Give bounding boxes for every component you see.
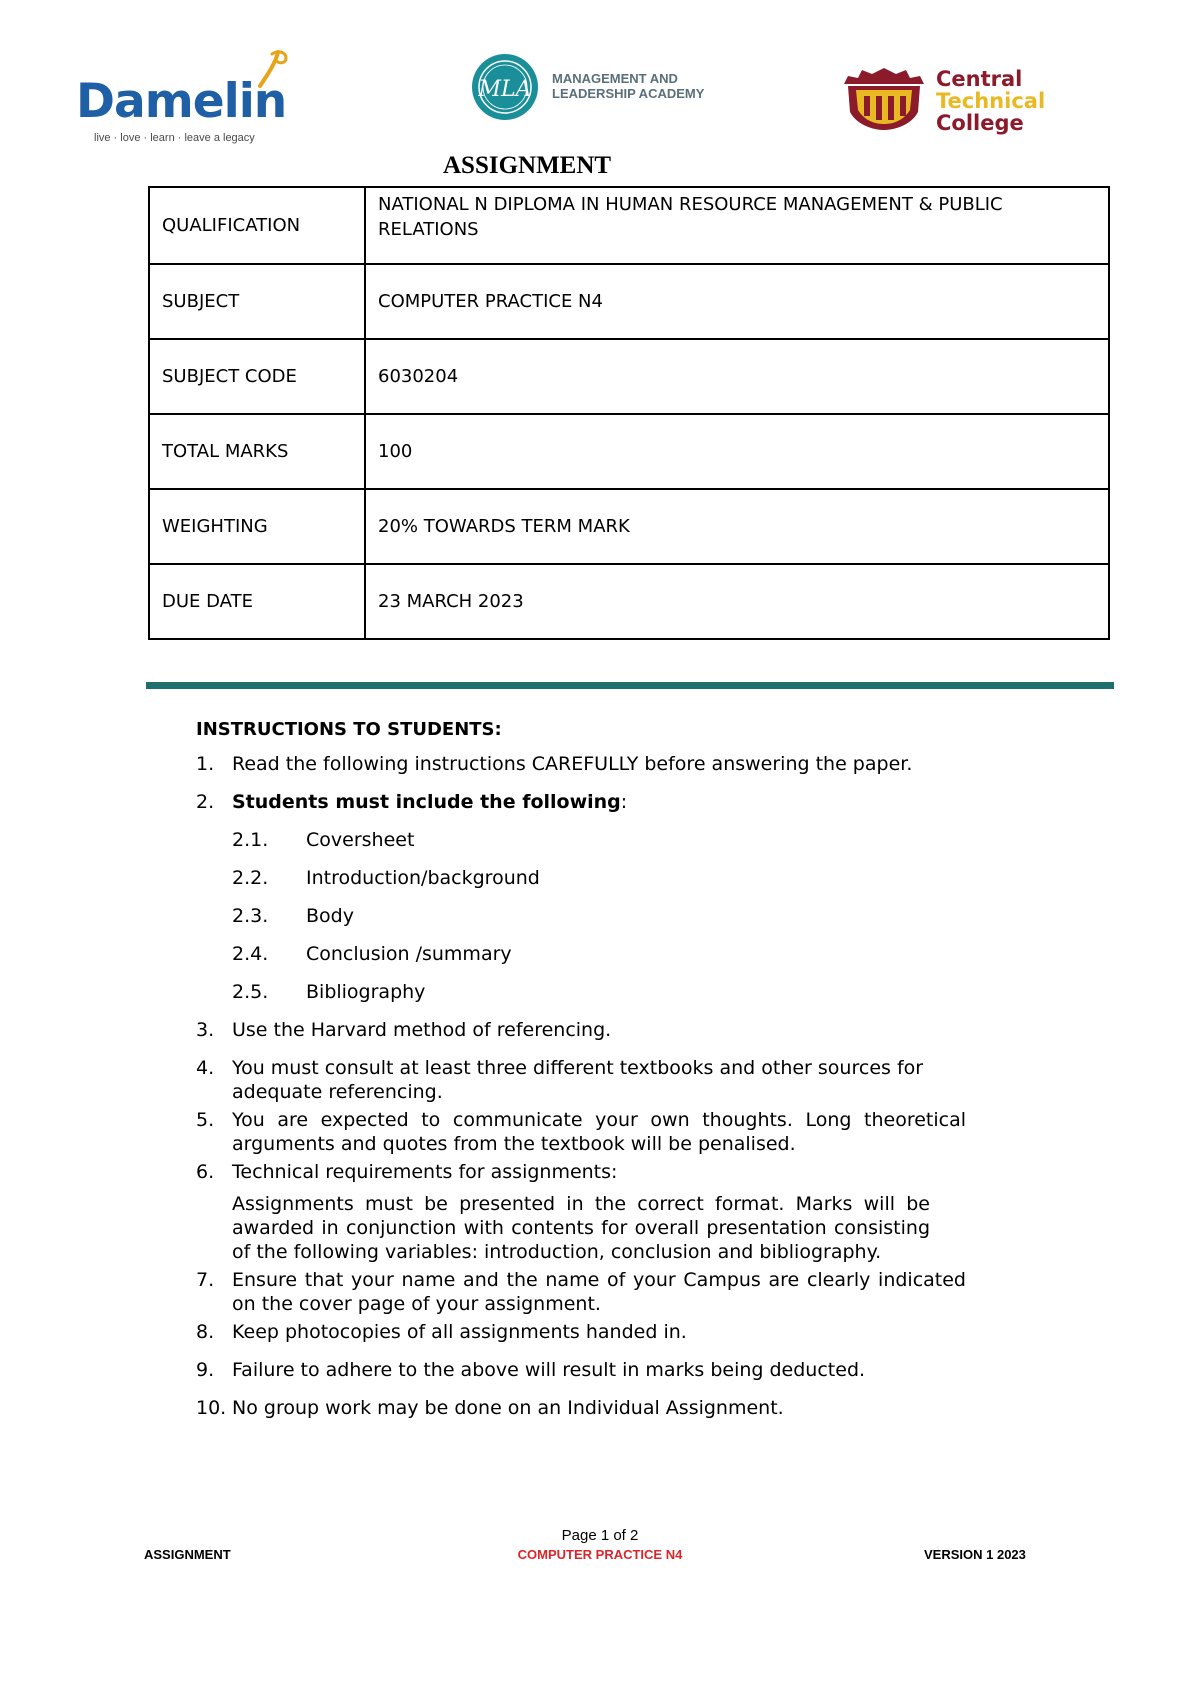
list-item (196, 1396, 966, 1420)
item-text: Ensure that your name and the name of your Campus are clearly indicated on the cover page of your assignment. (232, 1269, 966, 1315)
item-text: You must consult at least three different textbooks and other sources for adequate referencing. (232, 1057, 924, 1103)
item-number: 5. (196, 1109, 215, 1131)
ctc-wordmark (936, 68, 1045, 134)
list-item (196, 1358, 966, 1382)
item-number: 2. (196, 791, 215, 813)
item-text: No group work may be done on an Individual Assignment. (232, 1397, 784, 1419)
list-item (196, 1320, 966, 1344)
instructions-section (196, 718, 966, 1434)
instructions-heading: INSTRUCTIONS TO STUDENTS: (196, 719, 502, 740)
ctc-line3: College (936, 111, 1024, 135)
ctc-logo (840, 66, 1100, 138)
assignment-info-table (148, 186, 1110, 640)
gear-emblem-icon (840, 66, 928, 132)
item-text: Students must include the following (232, 791, 621, 813)
weighting-label: WEIGHTING (149, 489, 365, 564)
sub-item-text: Coversheet (306, 829, 415, 851)
section-divider (146, 682, 1114, 689)
mla-logo (470, 52, 720, 132)
item6-paragraph: Assignments must be presented in the correct format. Marks will be awarded in conjunction with contents for overall presentation consisting of the following variables: introduction, conclusion and bibliography. (232, 1193, 930, 1263)
table-row (149, 489, 1109, 564)
item-number: 9. (196, 1359, 215, 1381)
mla-line2: LEADERSHIP ACADEMY (552, 86, 705, 101)
qualification-value: NATIONAL N DIPLOMA IN HUMAN RESOURCE MANAGEMENT & PUBLIC RELATIONS (365, 187, 1109, 264)
qualification-label: QUALIFICATION (149, 187, 365, 264)
due-date-value: 23 MARCH 2023 (365, 564, 1109, 639)
sub-list-item (232, 904, 966, 928)
item-number: 8. (196, 1321, 215, 1343)
item-text: Read the following instructions CAREFULLY before answering the paper. (232, 753, 913, 775)
sub-item-text: Conclusion /summary (306, 943, 512, 965)
mla-seal-icon (470, 52, 540, 122)
list-item (196, 752, 966, 776)
sub-list-item (232, 980, 966, 1004)
ctc-line1: Central (936, 67, 1023, 91)
total-marks-value: 100 (365, 414, 1109, 489)
subject-code-label: SUBJECT CODE (149, 339, 365, 414)
item-number: 3. (196, 1019, 215, 1041)
footer-subject: COMPUTER PRACTICE N4 (517, 1547, 683, 1562)
sub-item-text: Bibliography (306, 981, 426, 1003)
mla-line1: MANAGEMENT AND (552, 71, 678, 86)
mla-text (552, 71, 704, 101)
item-text: You are expected to communicate your own thoughts. Long theoretical arguments and quotes from the textbook will be penalised. (232, 1109, 966, 1155)
list-item (196, 1108, 966, 1156)
list-item (196, 1018, 966, 1042)
sub-item-number: 2.5. (232, 981, 269, 1003)
list-item (196, 790, 966, 814)
sub-item-text: Body (306, 905, 354, 927)
sub-item-number: 2.2. (232, 867, 269, 889)
damelin-wordmark: Damelin (76, 74, 287, 129)
item-text: Failure to adhere to the above will result in marks being deducted. (232, 1359, 866, 1381)
list-item (196, 1160, 966, 1184)
table-row (149, 339, 1109, 414)
table-row (149, 264, 1109, 339)
list-item (196, 1268, 966, 1316)
sub-item-text: Introduction/background (306, 867, 540, 889)
item-text-wrapper (232, 790, 966, 814)
sub-item-number: 2.3. (232, 905, 269, 927)
footer-left-label: ASSIGNMENT (144, 1547, 231, 1562)
item-number: 6. (196, 1161, 215, 1183)
footer-version: VERSION 1 2023 (924, 1547, 1026, 1562)
item-suffix: : (620, 791, 628, 813)
subject-label: SUBJECT (149, 264, 365, 339)
table-row (149, 564, 1109, 639)
sub-item-number: 2.4. (232, 943, 269, 965)
damelin-logo (76, 48, 326, 148)
table-row (149, 414, 1109, 489)
item-text: Use the Harvard method of referencing. (232, 1019, 612, 1041)
item-text: Keep photocopies of all assignments handed in. (232, 1321, 687, 1343)
table-row (149, 187, 1109, 264)
damelin-tagline: live · love · learn · leave a legacy (94, 132, 255, 144)
mla-seal-letters: MLA (478, 77, 532, 102)
sub-item-number: 2.1. (232, 829, 269, 851)
sub-list-item (232, 866, 966, 890)
sub-list-item (232, 942, 966, 966)
due-date-label: DUE DATE (149, 564, 365, 639)
list-item (196, 1056, 966, 1104)
page-number: Page 1 of 2 (561, 1527, 639, 1544)
document-title: ASSIGNMENT (443, 152, 612, 179)
item-number: 4. (196, 1057, 215, 1079)
subject-value: COMPUTER PRACTICE N4 (365, 264, 1109, 339)
item-text: Technical requirements for assignments: (232, 1161, 618, 1183)
sub-list-item (232, 828, 966, 852)
item-number: 10. (196, 1397, 227, 1419)
ctc-line2: Technical (936, 89, 1046, 113)
total-marks-label: TOTAL MARKS (149, 414, 365, 489)
weighting-value: 20% TOWARDS TERM MARK (365, 489, 1109, 564)
item-number: 7. (196, 1269, 215, 1291)
item-number: 1. (196, 753, 215, 775)
subject-code-value: 6030204 (365, 339, 1109, 414)
